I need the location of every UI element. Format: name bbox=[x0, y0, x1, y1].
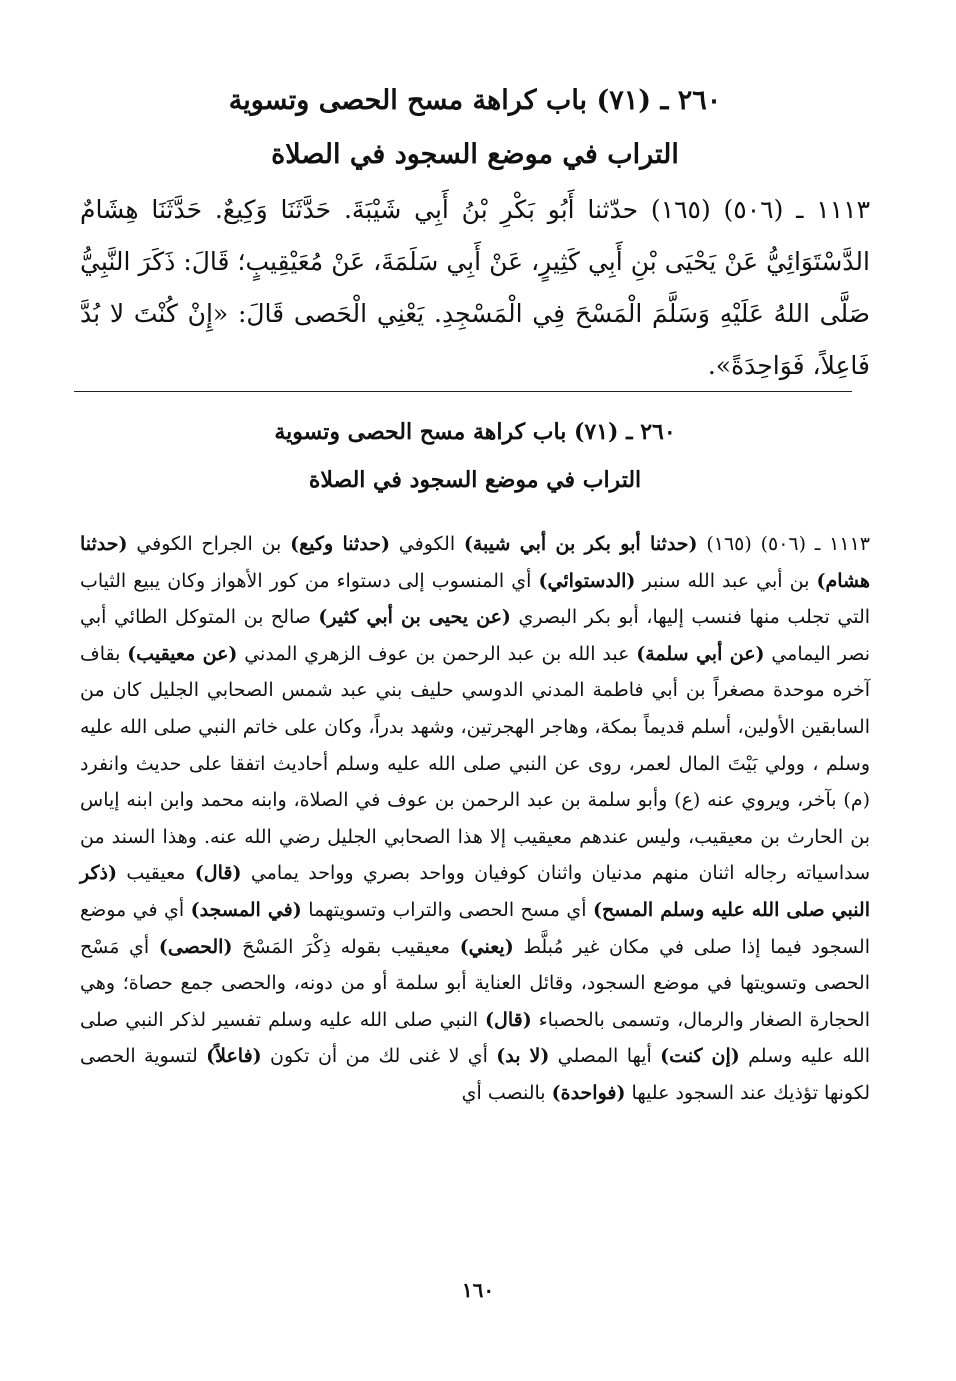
commentary-bold-segment: (لا بد) bbox=[496, 1045, 550, 1068]
commentary-segment: لتسوية الحصى لكونها تؤذيك عند السجود عليها bbox=[80, 1045, 870, 1104]
commentary-bold-segment: (عن معيقيب) bbox=[127, 642, 238, 665]
commentary-segment: معيقيب بقوله ذِكْرَ المَسْحَ bbox=[232, 935, 460, 958]
commentary-bold-segment: (فواحدة) bbox=[551, 1081, 626, 1104]
commentary-bold-segment: (فاعلاً) bbox=[206, 1045, 262, 1068]
commentary-segment: النبي صلى الله عليه وسلم تفسير لذكر النبي صلى الله عليه وسلم bbox=[80, 1008, 870, 1068]
commentary-segment: بن الجراح الكوفي bbox=[127, 533, 291, 555]
chapter-title-line2: التراب في موضع السجود في الصلاة bbox=[271, 139, 679, 170]
commentary-segment: بالنصب أي bbox=[461, 1081, 552, 1104]
commentary-segment: بن أبي عبد الله سنبر bbox=[635, 569, 817, 592]
commentary-segment: أي مَسْح الحصى وتسويتها في موضع السجود، وقائل العناية أبو سلمة أو من دونه، والحصى جمع حصاة؛ وهي الحجارة الصغار والرمال، وتسمى بالحصباء bbox=[80, 935, 870, 1031]
sharh-title-line2: التراب في موضع السجود في الصلاة bbox=[308, 467, 642, 493]
commentary-segment: أيها المصلي bbox=[549, 1045, 661, 1068]
commentary-segment: صالح بن المتوكل الطائي أبي نصر اليمامي bbox=[80, 606, 870, 665]
commentary-segment: بقاف آخره موحدة مصغراً بن أبي فاطمة المدني الدوسي حليف بني عبد شمس الصحابي الجليل كان من السابقين الأولين، أسلم قديماً بمكة، وهاجر الهجرتين، وشهد بدراً، وكان على خاتم النبي صلى الله عليه وسلم ، وولي بَيْتَ المال لعمر، روى عن النبي صلى الله عليه وسلم أحاديث اتفقا على حديث وانفرد (م) بآخر، ويروي عنه (ع) وأبو سلمة بن عبد الرحمن بن عوف في الصلاة، وابنه محمد وابن ابنه إياس بن الحارث بن معيقيب، وليس عندهم معيقيب إلا هذا الصحابي الجليل رضي الله عنه. وهذا السند من سداسياته رجاله اثنان منهم مدنيان واثنان كوفيان وواحد بصري وواحد يمامي bbox=[80, 642, 870, 885]
commentary-bold-segment: (في المسجد) bbox=[190, 898, 302, 921]
commentary-segment: معيقيب bbox=[116, 862, 195, 885]
commentary-bold-segment: (حدثنا أبو بكر بن أبي شيبة) bbox=[463, 533, 698, 555]
commentary-bold-segment: (ذكر النبي صلى الله عليه وسلم المسح) bbox=[80, 862, 870, 921]
commentary-bold-segment: (عن أبي سلمة) bbox=[636, 642, 765, 665]
commentary-bold-segment: (إن كنت) bbox=[660, 1045, 740, 1068]
commentary-bold-segment: (حدثنا وكيع) bbox=[290, 533, 391, 555]
page-number: ١٦٠ bbox=[461, 1278, 495, 1302]
commentary-segment: الكوفي bbox=[390, 533, 464, 555]
sharh-section bbox=[80, 404, 870, 1112]
sharh-title-line1: ٢٦٠ ـ (٧١) باب كراهة مسح الحصى وتسوية bbox=[274, 419, 676, 445]
commentary-bold-segment: (قال) bbox=[485, 1008, 532, 1031]
commentary-segment: أي المنسوب إلى دستواء من كور الأهواز وكان يبيع الثياب التي تجلب منها فنسب إليها، أبو بكر البصري bbox=[80, 569, 871, 629]
hadith-text: ١١١٣ ـ (٥٠٦) (١٦٥) حدّثنا أَبُو بَكْرِ بْنُ أَبِي شَيْبَةَ. حَدَّثَنَا وَكِيعٌ. حَدَّثَنَا هِشَامٌ الدَّسْتَوَائِيُّ عَنْ يَحْيَى بْنِ أَبِي كَثِيرٍ، عَنْ أَبِي سَلَمَةَ، عَنْ مُعَيْقِيبٍ؛ قَالَ: ذَكَرَ النَّبِيُّ صَلَّى اللهُ عَلَيْهِ وَسَلَّمَ الْمَسْحَ فِي الْمَسْجِدِ. يَعْنِي الْحَصى قَالَ: «إِنْ كُنْتَ لا بُدَّ فَاعِلاً، فَوَاحِدَةً». bbox=[80, 195, 870, 380]
commentary-bold-segment: (قال) bbox=[194, 862, 242, 885]
commentary-bold-segment: (الحصى) bbox=[158, 935, 233, 958]
commentary-segment: أي مسح الحصى والتراب وتسويتهما bbox=[301, 898, 593, 921]
commentary-segment: أي لا غنى لك من أن تكون bbox=[261, 1045, 497, 1068]
commentary-text bbox=[80, 526, 870, 1112]
commentary-bold-segment: (الدستوائي) bbox=[538, 569, 636, 592]
matn-section bbox=[80, 70, 870, 392]
chapter-title-line1: ٢٦٠ ـ (٧١) باب كراهة مسح الحصى وتسوية bbox=[228, 85, 722, 116]
commentary-bold-segment: (حدثنا هشام) bbox=[80, 533, 870, 592]
commentary-segment: عبد الله بن عبد الرحمن بن عوف الزهري المدني bbox=[237, 642, 637, 665]
commentary-bold-segment: (يعني) bbox=[459, 935, 514, 958]
commentary-segment: ١١١٣ ـ (٥٠٦) (١٦٥) bbox=[697, 533, 870, 555]
commentary-bold-segment: (عن يحيى بن أبي كثير) bbox=[318, 606, 511, 629]
section-divider bbox=[74, 391, 852, 392]
commentary-segment: أي في موضع السجود فيما إذا صلى في مكان غير مُبلَّط bbox=[80, 898, 870, 958]
